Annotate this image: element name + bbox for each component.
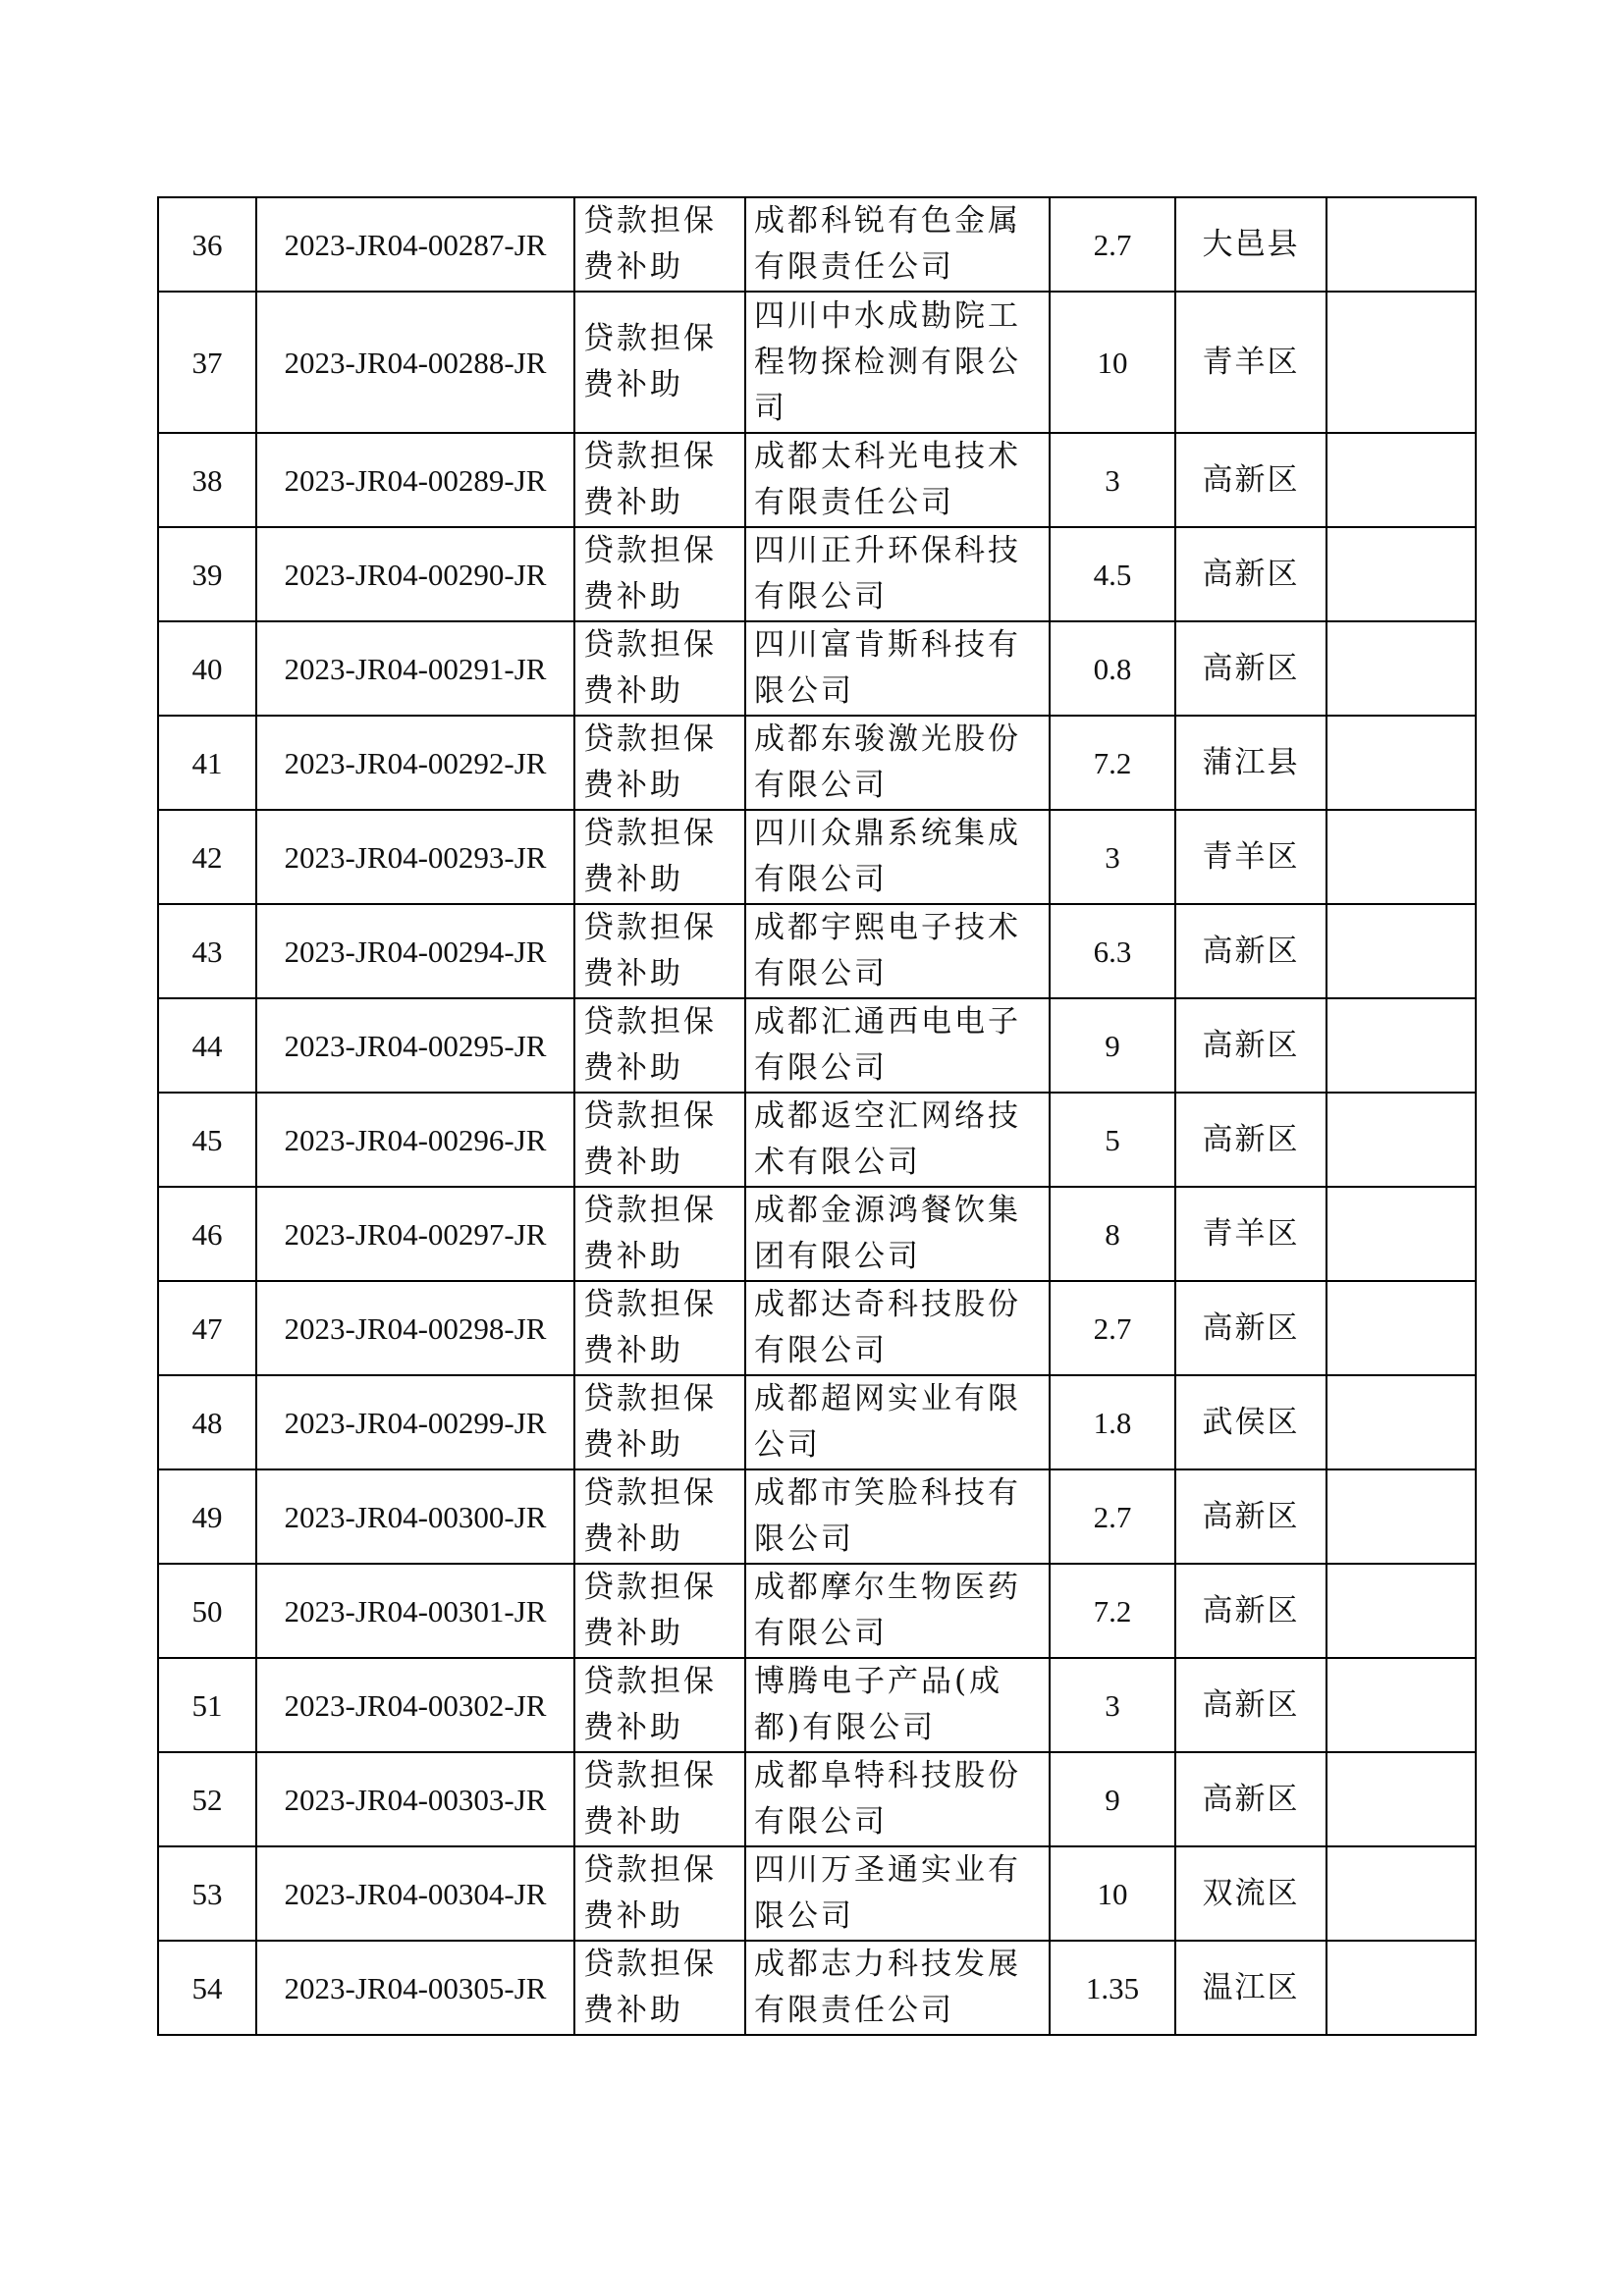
row-number-cell: 50: [158, 1564, 256, 1658]
row-number-cell: 49: [158, 1469, 256, 1564]
project-code-cell: 2023-JR04-00304-JR: [256, 1846, 574, 1941]
subsidy-amount-cell: 2.7: [1050, 1469, 1175, 1564]
company-name-cell: 四川众鼎系统集成有限公司: [745, 810, 1050, 904]
table-row: [158, 1752, 1476, 1846]
subsidy-type-cell: 贷款担保费补助: [574, 1281, 745, 1375]
subsidy-amount-cell: 6.3: [1050, 904, 1175, 998]
subsidy-type-cell: 贷款担保费补助: [574, 1375, 745, 1469]
company-name-cell: 成都市笑脸科技有限公司: [745, 1469, 1050, 1564]
company-name-cell: 成都志力科技发展有限责任公司: [745, 1941, 1050, 2035]
remark-cell: [1326, 1281, 1476, 1375]
subsidy-type-cell: 贷款担保费补助: [574, 1658, 745, 1752]
district-cell: 双流区: [1175, 1846, 1326, 1941]
company-name-cell: 成都东骏激光股份有限公司: [745, 716, 1050, 810]
remark-cell: [1326, 1941, 1476, 2035]
subsidy-type-cell: 贷款担保费补助: [574, 527, 745, 621]
row-number-cell: 45: [158, 1093, 256, 1187]
remark-cell: [1326, 621, 1476, 716]
remark-cell: [1326, 1846, 1476, 1941]
table-row: [158, 1281, 1476, 1375]
row-number-cell: 39: [158, 527, 256, 621]
subsidy-amount-cell: 0.8: [1050, 621, 1175, 716]
remark-cell: [1326, 1375, 1476, 1469]
table-row: [158, 1093, 1476, 1187]
district-cell: 武侯区: [1175, 1375, 1326, 1469]
subsidy-amount-cell: 9: [1050, 1752, 1175, 1846]
district-cell: 青羊区: [1175, 1187, 1326, 1281]
table-row: [158, 1187, 1476, 1281]
district-cell: 高新区: [1175, 998, 1326, 1093]
company-name-cell: 成都达奇科技股份有限公司: [745, 1281, 1050, 1375]
table-row: [158, 1658, 1476, 1752]
subsidy-amount-cell: 3: [1050, 1658, 1175, 1752]
remark-cell: [1326, 1564, 1476, 1658]
subsidy-amount-cell: 1.8: [1050, 1375, 1175, 1469]
project-code-cell: 2023-JR04-00289-JR: [256, 433, 574, 527]
row-number-cell: 41: [158, 716, 256, 810]
project-code-cell: 2023-JR04-00301-JR: [256, 1564, 574, 1658]
table-body: [158, 197, 1476, 2035]
row-number-cell: 43: [158, 904, 256, 998]
row-number-cell: 42: [158, 810, 256, 904]
project-code-cell: 2023-JR04-00305-JR: [256, 1941, 574, 2035]
table-row: [158, 292, 1476, 433]
project-code-cell: 2023-JR04-00295-JR: [256, 998, 574, 1093]
subsidy-type-cell: 贷款担保费补助: [574, 1469, 745, 1564]
remark-cell: [1326, 197, 1476, 292]
project-code-cell: 2023-JR04-00290-JR: [256, 527, 574, 621]
project-code-cell: 2023-JR04-00293-JR: [256, 810, 574, 904]
company-name-cell: 博腾电子产品(成都)有限公司: [745, 1658, 1050, 1752]
table-row: [158, 197, 1476, 292]
table-row: [158, 810, 1476, 904]
subsidy-type-cell: 贷款担保费补助: [574, 1187, 745, 1281]
company-name-cell: 成都太科光电技术有限责任公司: [745, 433, 1050, 527]
row-number-cell: 52: [158, 1752, 256, 1846]
company-name-cell: 成都摩尔生物医药有限公司: [745, 1564, 1050, 1658]
row-number-cell: 46: [158, 1187, 256, 1281]
company-name-cell: 成都宇熙电子技术有限公司: [745, 904, 1050, 998]
table-row: [158, 716, 1476, 810]
subsidy-table: [157, 196, 1477, 2036]
table-row: [158, 1941, 1476, 2035]
remark-cell: [1326, 1469, 1476, 1564]
company-name-cell: 四川富肯斯科技有限公司: [745, 621, 1050, 716]
row-number-cell: 47: [158, 1281, 256, 1375]
district-cell: 高新区: [1175, 1281, 1326, 1375]
subsidy-amount-cell: 2.7: [1050, 1281, 1175, 1375]
company-name-cell: 成都阜特科技股份有限公司: [745, 1752, 1050, 1846]
district-cell: 温江区: [1175, 1941, 1326, 2035]
district-cell: 高新区: [1175, 527, 1326, 621]
subsidy-type-cell: 贷款担保费补助: [574, 1093, 745, 1187]
company-name-cell: 成都返空汇网络技术有限公司: [745, 1093, 1050, 1187]
row-number-cell: 44: [158, 998, 256, 1093]
subsidy-type-cell: 贷款担保费补助: [574, 1846, 745, 1941]
subsidy-amount-cell: 10: [1050, 292, 1175, 433]
row-number-cell: 38: [158, 433, 256, 527]
subsidy-amount-cell: 8: [1050, 1187, 1175, 1281]
district-cell: 高新区: [1175, 1093, 1326, 1187]
project-code-cell: 2023-JR04-00302-JR: [256, 1658, 574, 1752]
subsidy-type-cell: 贷款担保费补助: [574, 810, 745, 904]
subsidy-amount-cell: 7.2: [1050, 716, 1175, 810]
district-cell: 蒲江县: [1175, 716, 1326, 810]
row-number-cell: 40: [158, 621, 256, 716]
district-cell: 高新区: [1175, 1469, 1326, 1564]
district-cell: 高新区: [1175, 1752, 1326, 1846]
district-cell: 青羊区: [1175, 292, 1326, 433]
subsidy-amount-cell: 3: [1050, 810, 1175, 904]
project-code-cell: 2023-JR04-00296-JR: [256, 1093, 574, 1187]
row-number-cell: 36: [158, 197, 256, 292]
project-code-cell: 2023-JR04-00298-JR: [256, 1281, 574, 1375]
remark-cell: [1326, 292, 1476, 433]
company-name-cell: 成都超网实业有限公司: [745, 1375, 1050, 1469]
subsidy-amount-cell: 10: [1050, 1846, 1175, 1941]
project-code-cell: 2023-JR04-00303-JR: [256, 1752, 574, 1846]
remark-cell: [1326, 1658, 1476, 1752]
project-code-cell: 2023-JR04-00300-JR: [256, 1469, 574, 1564]
table-row: [158, 1375, 1476, 1469]
subsidy-amount-cell: 1.35: [1050, 1941, 1175, 2035]
project-code-cell: 2023-JR04-00299-JR: [256, 1375, 574, 1469]
table-row: [158, 527, 1476, 621]
row-number-cell: 48: [158, 1375, 256, 1469]
table-row: [158, 1469, 1476, 1564]
remark-cell: [1326, 527, 1476, 621]
row-number-cell: 53: [158, 1846, 256, 1941]
table-row: [158, 1846, 1476, 1941]
district-cell: 高新区: [1175, 1658, 1326, 1752]
table-row: [158, 433, 1476, 527]
project-code-cell: 2023-JR04-00292-JR: [256, 716, 574, 810]
company-name-cell: 四川中水成勘院工程物探检测有限公司: [745, 292, 1050, 433]
remark-cell: [1326, 433, 1476, 527]
district-cell: 高新区: [1175, 621, 1326, 716]
company-name-cell: 四川万圣通实业有限公司: [745, 1846, 1050, 1941]
project-code-cell: 2023-JR04-00291-JR: [256, 621, 574, 716]
remark-cell: [1326, 904, 1476, 998]
remark-cell: [1326, 716, 1476, 810]
subsidy-type-cell: 贷款担保费补助: [574, 433, 745, 527]
row-number-cell: 37: [158, 292, 256, 433]
remark-cell: [1326, 998, 1476, 1093]
subsidy-amount-cell: 9: [1050, 998, 1175, 1093]
company-name-cell: 成都科锐有色金属有限责任公司: [745, 197, 1050, 292]
remark-cell: [1326, 1187, 1476, 1281]
company-name-cell: 四川正升环保科技有限公司: [745, 527, 1050, 621]
project-code-cell: 2023-JR04-00288-JR: [256, 292, 574, 433]
subsidy-type-cell: 贷款担保费补助: [574, 998, 745, 1093]
district-cell: 青羊区: [1175, 810, 1326, 904]
subsidy-amount-cell: 5: [1050, 1093, 1175, 1187]
subsidy-amount-cell: 4.5: [1050, 527, 1175, 621]
company-name-cell: 成都汇通西电电子有限公司: [745, 998, 1050, 1093]
remark-cell: [1326, 810, 1476, 904]
subsidy-type-cell: 贷款担保费补助: [574, 197, 745, 292]
district-cell: 高新区: [1175, 904, 1326, 998]
table-row: [158, 998, 1476, 1093]
subsidy-type-cell: 贷款担保费补助: [574, 292, 745, 433]
table-row: [158, 1564, 1476, 1658]
project-code-cell: 2023-JR04-00294-JR: [256, 904, 574, 998]
subsidy-type-cell: 贷款担保费补助: [574, 716, 745, 810]
district-cell: 高新区: [1175, 1564, 1326, 1658]
subsidy-type-cell: 贷款担保费补助: [574, 1941, 745, 2035]
district-cell: 高新区: [1175, 433, 1326, 527]
remark-cell: [1326, 1093, 1476, 1187]
table-row: [158, 621, 1476, 716]
subsidy-type-cell: 贷款担保费补助: [574, 621, 745, 716]
subsidy-type-cell: 贷款担保费补助: [574, 1752, 745, 1846]
project-code-cell: 2023-JR04-00297-JR: [256, 1187, 574, 1281]
remark-cell: [1326, 1752, 1476, 1846]
table-row: [158, 904, 1476, 998]
company-name-cell: 成都金源鸿餐饮集团有限公司: [745, 1187, 1050, 1281]
subsidy-amount-cell: 7.2: [1050, 1564, 1175, 1658]
subsidy-type-cell: 贷款担保费补助: [574, 1564, 745, 1658]
district-cell: 大邑县: [1175, 197, 1326, 292]
subsidy-amount-cell: 2.7: [1050, 197, 1175, 292]
row-number-cell: 51: [158, 1658, 256, 1752]
project-code-cell: 2023-JR04-00287-JR: [256, 197, 574, 292]
subsidy-type-cell: 贷款担保费补助: [574, 904, 745, 998]
row-number-cell: 54: [158, 1941, 256, 2035]
subsidy-amount-cell: 3: [1050, 433, 1175, 527]
